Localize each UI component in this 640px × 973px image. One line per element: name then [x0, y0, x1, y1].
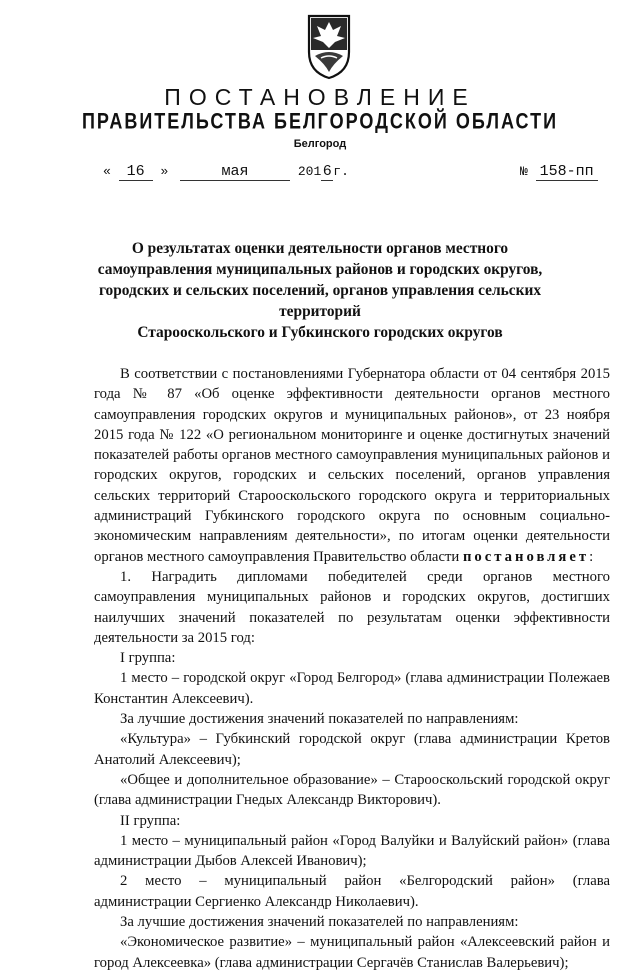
document-number: 158-пп	[536, 163, 598, 181]
heading-line: Старооскольского и Губкинского городских округов	[137, 324, 503, 341]
body-paragraph: За лучшие достижения значений показателей по направлениям:	[120, 711, 519, 728]
date-day: 16	[119, 163, 153, 181]
body-paragraph: II группа:	[120, 812, 181, 829]
date-year-end: г.	[333, 164, 349, 179]
body-paragraph: «Экономическое развитие» – муниципальный район «Алексеевский район и город Алексеевка» (глава администрации Сергачёв Станислав Валерьевич);	[94, 934, 610, 971]
city-name: Белгород	[293, 138, 347, 150]
date-field	[103, 163, 349, 181]
body-paragraph: 1 место – городской округ «Город Белгород» (глава администрации Полежаев Константин Алексеевич).	[94, 670, 610, 707]
body-paragraph: 2 место – муниципальный район «Белгородский район» (глава администрации Сергиенко Александр Николаевич).	[94, 873, 610, 910]
decree-colon: :	[589, 548, 594, 565]
date-open-quote: «	[103, 164, 111, 179]
date-month: мая	[180, 163, 290, 181]
preamble-text: В соответствии с постановлениями Губернатора области от 04 сентября 2015 года № 87 «Об оценке эффективности деятельности органов местного самоуправления городских округов и муниципальных районов», от 23 ноября 2015 года № 122 «О региональном мониторинге и оценке достигнутых значений показателей работы органов местного самоуправления муниципальных районов и городских округов, городских и сельских поселений, органов управления сельских территорий Старооскольского городского округа и территориальных администраций Губкинского городского округа по основным социально-экономическим направлениям деятельности», по итогам оценки деятельности органов местного самоуправления Правительство области	[94, 366, 610, 565]
body-paragraph: «Культура» – Губкинский городской округ (глава администрации Кретов Анатолий Алексеевич);	[94, 731, 610, 768]
document-heading	[60, 238, 580, 343]
body-paragraph: I группа:	[120, 650, 176, 667]
date-year-suffix: 6	[322, 163, 332, 180]
heading-line: городских и сельских поселений, органов управления сельских территорий	[98, 282, 542, 320]
document-body	[94, 364, 610, 973]
body-paragraph: 1. Наградить дипломами победителей среди органов местного самоуправления муниципальных районов и городских округов, достигших наилучших значений показателей по результатам оценки эффективности деятельности за 2015 год:	[94, 568, 610, 646]
body-paragraph: «Общее и дополнительное образование» – Старооскольский городской округ (глава администрации Гнедых Александр Викторович).	[94, 771, 610, 809]
body-paragraph: За лучшие достижения значений показателей по направлениям:	[120, 914, 519, 931]
document-number-field	[520, 163, 598, 181]
heading-line: О результатах оценки деятельности органов местного	[131, 240, 509, 257]
body-paragraph: 1 место – муниципальный район «Город Валуйки и Валуйский район» (глава администрации Дыбов Алексей Иванович);	[94, 832, 610, 870]
decree-word: постановляет	[462, 548, 590, 565]
preamble-paragraph	[94, 364, 610, 567]
document-title: ПОСТАНОВЛЕНИЕ	[164, 84, 476, 110]
date-year-prefix: 201	[297, 164, 322, 179]
heading-line: самоуправления муниципальных районов и городских округов,	[97, 261, 543, 278]
document-subtitle: ПРАВИТЕЛЬСТВА БЕЛГОРОДСКОЙ ОБЛАСТИ	[81, 108, 559, 134]
coat-of-arms-emblem	[303, 12, 355, 80]
date-close-quote: »	[160, 164, 169, 179]
number-label: №	[520, 164, 528, 179]
